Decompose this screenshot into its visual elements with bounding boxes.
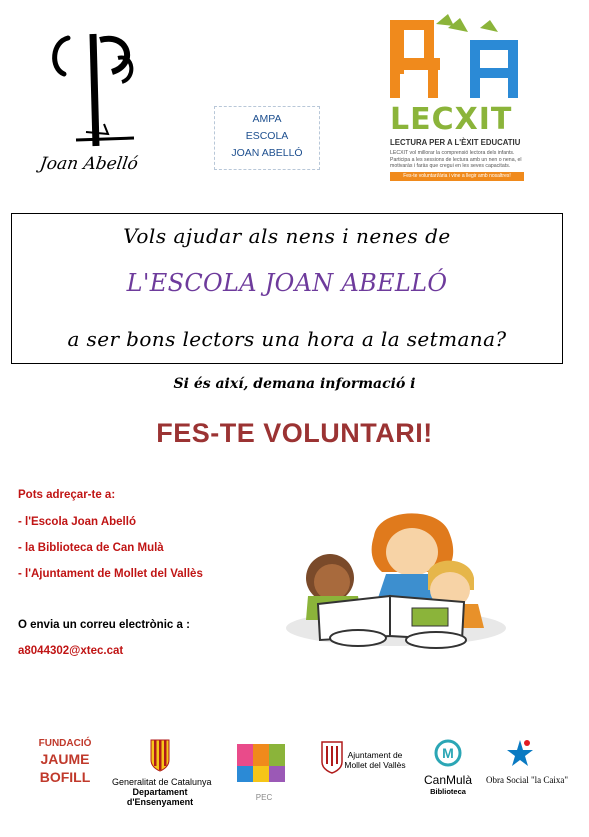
bofill-line: BOFILL: [39, 769, 91, 785]
call-to-action-heading: FES-TE VOLUNTARI!: [156, 418, 433, 448]
bofill-line: JAUME: [40, 751, 90, 767]
lacaixa-logo: [486, 738, 569, 818]
generalitat-line: d'Ensenyament: [126, 797, 194, 807]
school-logo-signature: Joan Abelló: [38, 154, 140, 174]
puzzle-icon: [233, 738, 295, 788]
school-logo-figure-icon: [38, 28, 158, 158]
ampa-line: AMPA: [252, 113, 282, 125]
lecxit-description: LECXIT vol millorar la comprensió lectora dels infants. Participa a les sessions de lectura amb un nen o nena, el motivaràs i faràs que cregui en les seves capacitats.: [390, 150, 522, 170]
lecxit-title: LECXIT: [390, 102, 513, 137]
generalitat-logo: [112, 738, 212, 818]
contact-place: - l'Escola Joan Abelló: [18, 516, 136, 528]
lacaixa-label: Obra Social "la Caixa": [486, 775, 569, 785]
kids-reading-icon: [278, 500, 510, 650]
svg-text:M: M: [442, 745, 454, 761]
canmula-logo: [418, 738, 478, 818]
lecxit-banner: Fes-te voluntari/ària i vine a llegir amb nosaltres!: [390, 172, 524, 181]
fundacio-bofill-logo: [34, 738, 96, 818]
email-intro: O envia un correu electrònic a :: [18, 619, 190, 631]
pec-label: PEC: [255, 793, 273, 802]
canmula-name: CanMulà: [423, 773, 473, 787]
canmula-m-icon: [433, 738, 463, 768]
lecxit-subtitle: LECTURA PER A L'ÈXIT EDUCATIU: [390, 138, 521, 147]
school-name-heading: L'ESCOLA JOAN ABELLÓ: [126, 269, 448, 297]
pec-logo: [230, 738, 298, 818]
lecxit-logo: [388, 10, 528, 182]
ajuntament-shield-icon: [320, 738, 344, 774]
contact-place: - la Biblioteca de Can Mulà: [18, 542, 164, 554]
bofill-line: FUNDACIÓ: [38, 738, 92, 749]
main-message-box: [11, 213, 563, 364]
contact-intro: Pots adreçar-te a:: [18, 489, 116, 501]
generalitat-shield-icon: [149, 738, 171, 772]
ajuntament-line: Ajuntament de: [347, 750, 403, 760]
chairs-books-icon: [388, 10, 528, 100]
generalitat-line: Generalitat de Catalunya: [112, 777, 212, 787]
ampa-label-box: [214, 106, 320, 170]
email-address[interactable]: a8044302@xtec.cat: [18, 645, 124, 657]
ajuntament-logo: [320, 738, 406, 818]
contact-place: - l'Ajuntament de Mollet del Vallès: [18, 568, 203, 580]
message-line-1: Vols ajudar als nens i nenes de: [123, 224, 451, 248]
ampa-line: JOAN ABELLÓ: [231, 147, 303, 159]
kids-reading-illustration: [278, 500, 510, 650]
generalitat-line: Departament: [132, 787, 188, 797]
message-line-3: a ser bons lectors una hora a la setmana?: [67, 327, 507, 351]
school-logo: [38, 28, 158, 183]
info-prompt: Si és així, demana informació i: [173, 376, 416, 392]
ampa-line: ESCOLA: [245, 130, 289, 142]
canmula-sub: Biblioteca: [430, 787, 466, 796]
ajuntament-line: Mollet del Vallès: [344, 760, 406, 770]
lacaixa-star-icon: [505, 738, 535, 770]
